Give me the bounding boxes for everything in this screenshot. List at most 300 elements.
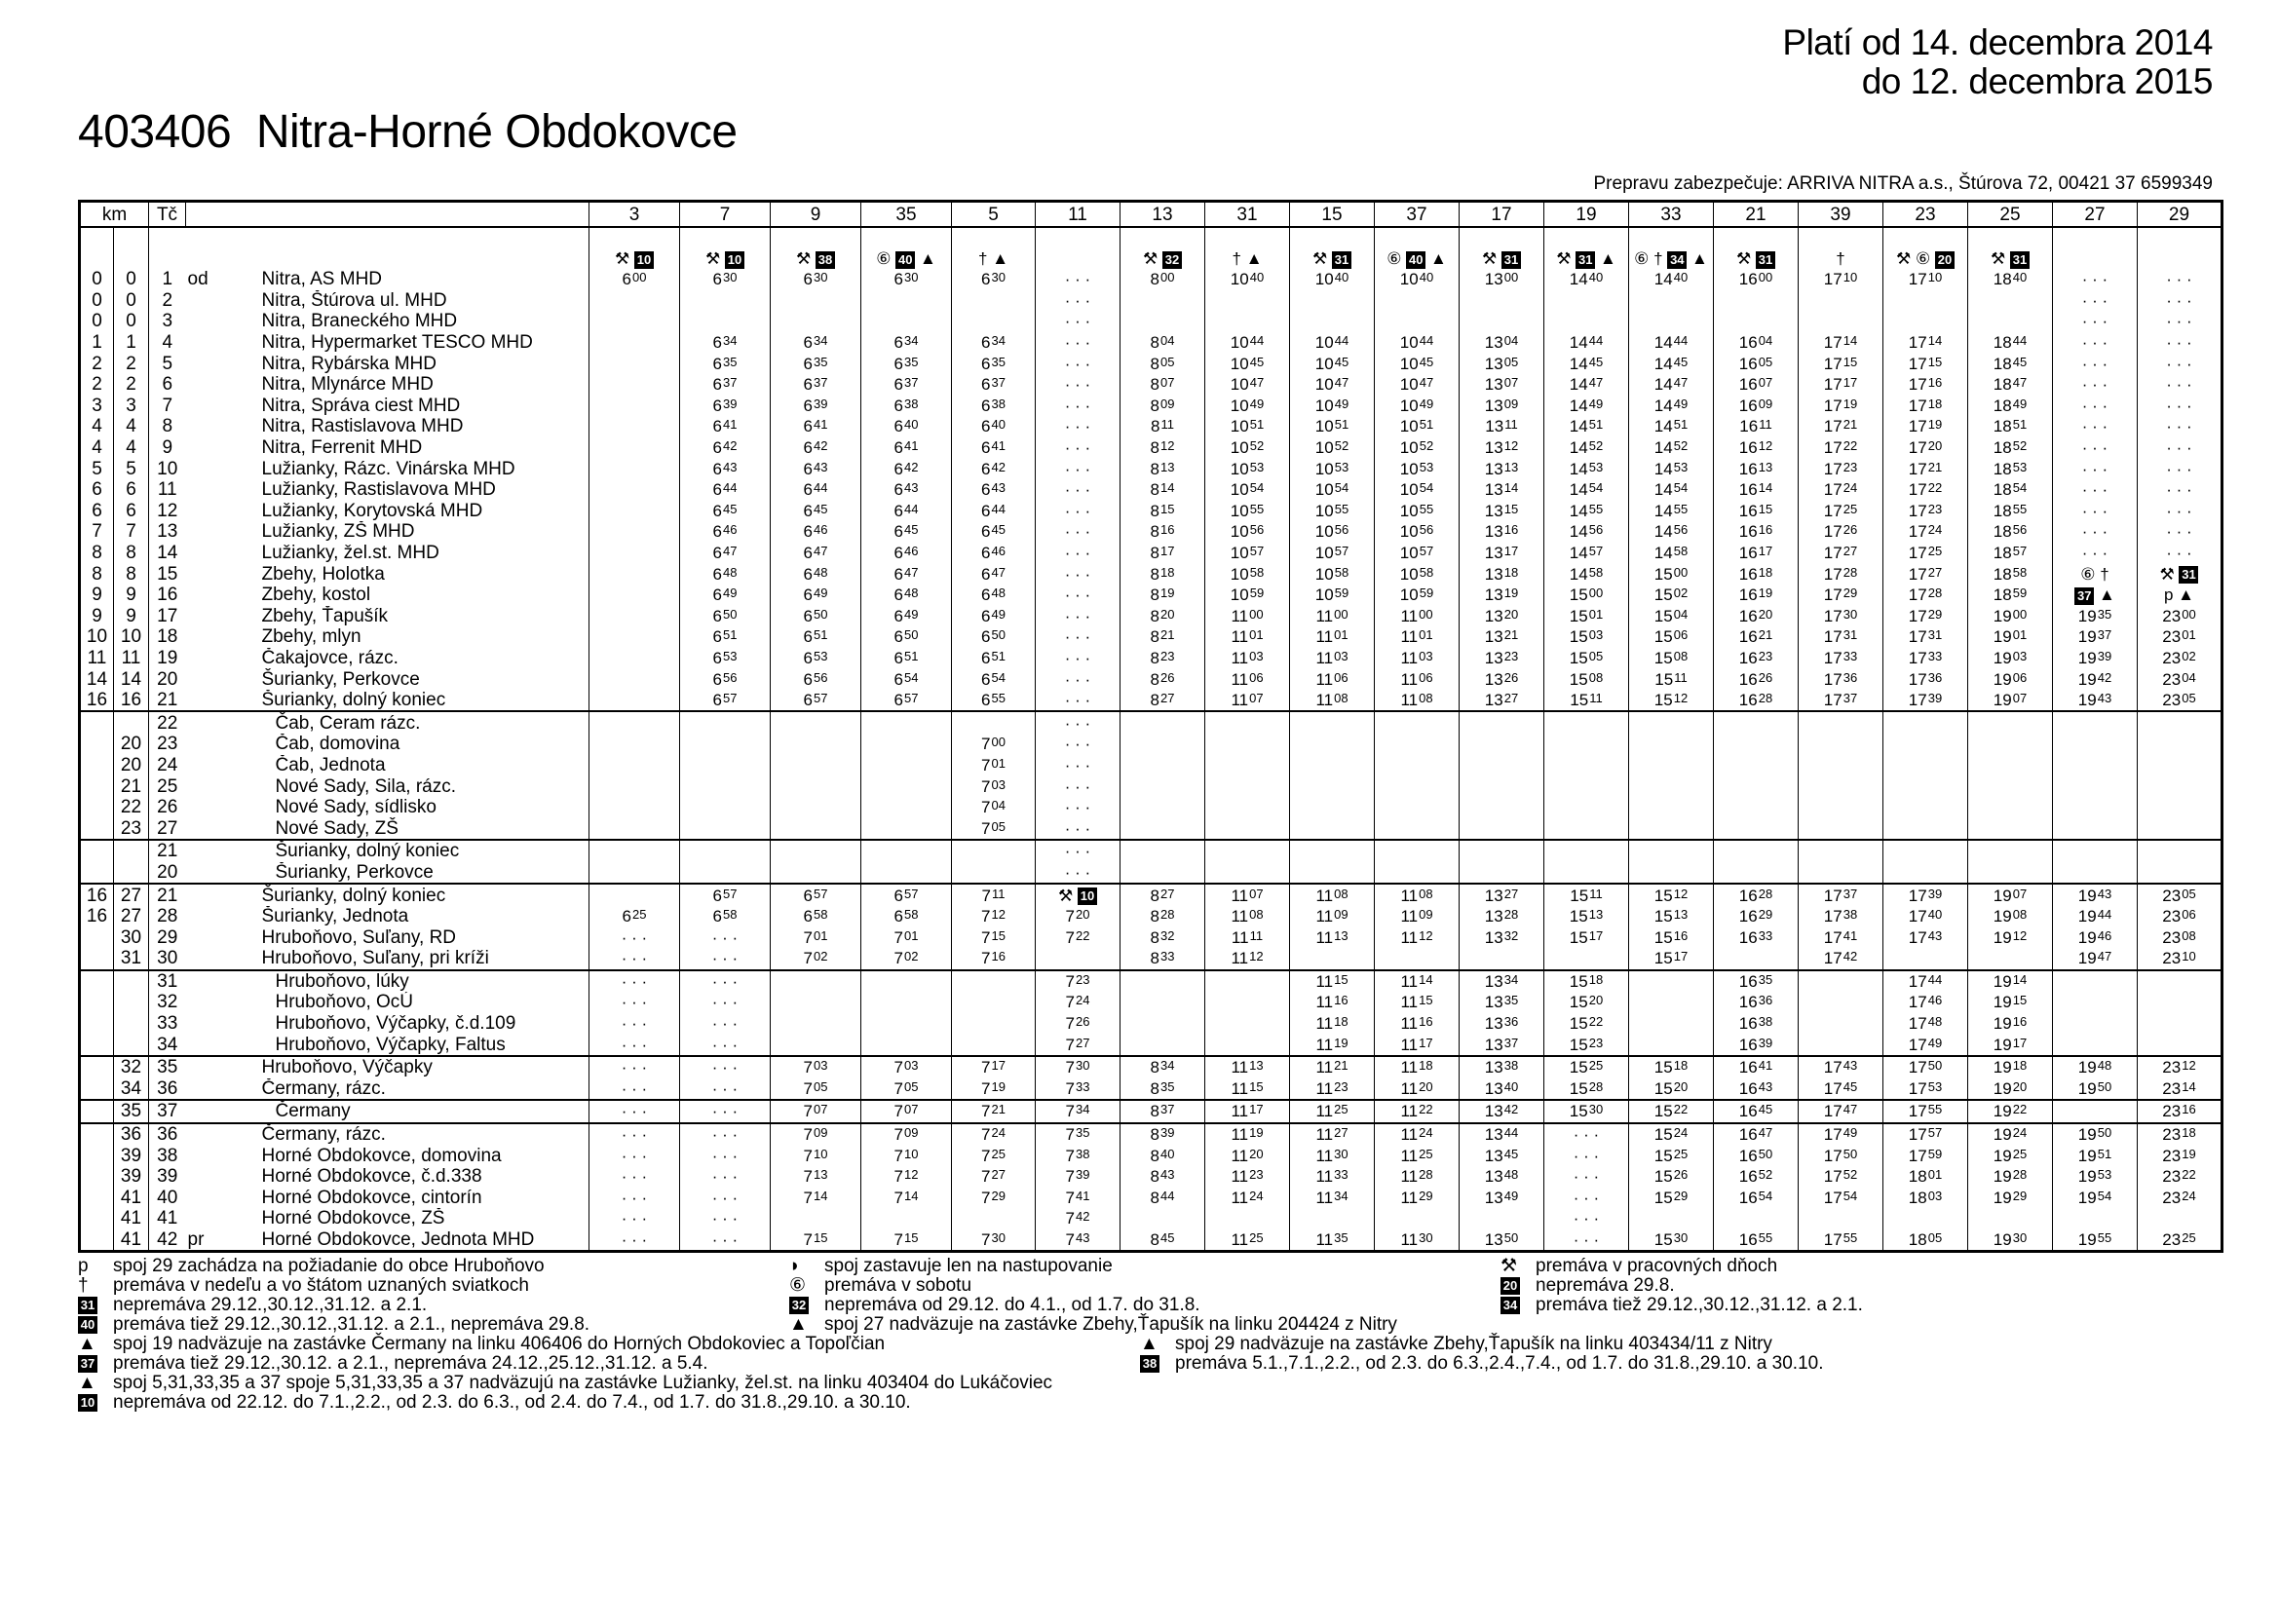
stop-name: Zbehy, Ťapušík: [261, 605, 389, 626]
minutes: 42: [904, 459, 919, 474]
time-cell: $15^{06}$: [1629, 626, 1714, 648]
time-cell: [1883, 734, 1968, 755]
stop-code: 19: [149, 648, 186, 669]
minutes: 14: [1842, 333, 1858, 349]
time-cell: · · ·: [2138, 353, 2222, 374]
trip-number: 39: [1799, 202, 1883, 228]
minutes: 09: [1160, 396, 1175, 411]
time-cell: $8^{19}$: [1121, 585, 1205, 606]
time-cell: $7^{05}$: [771, 1078, 861, 1101]
table-row: [80, 458, 2222, 479]
time-cell: $14^{51}$: [1629, 416, 1714, 437]
time-cell: $6^{58}$: [861, 906, 952, 927]
stop-code: 39: [149, 1166, 186, 1188]
km-value: 2: [114, 374, 149, 396]
time-cell: [2053, 840, 2138, 862]
time-cell: [589, 840, 680, 862]
time-cell: $10^{49}$: [1205, 396, 1290, 417]
time-cell: $10^{54}$: [1290, 479, 1375, 501]
minutes: 34: [814, 333, 828, 349]
time-cell: · · ·: [589, 948, 680, 970]
minutes: 15: [1160, 501, 1175, 516]
km-value: 41: [114, 1208, 149, 1229]
stop-code: 6: [149, 374, 186, 396]
time-cell: [1290, 797, 1375, 818]
time-cell: $19^{39}$: [2053, 648, 2138, 669]
minutes: 24: [1419, 1125, 1433, 1141]
time-cell: $15^{28}$: [1544, 1078, 1629, 1101]
time-cell: · · ·: [1036, 775, 1121, 797]
stop-name: Hruboňovo, Suľany, pri kríži: [261, 948, 489, 969]
minutes: 19: [1503, 585, 1519, 601]
minutes: 12: [1419, 927, 1433, 943]
km-value: [80, 817, 114, 840]
footnote-key: [78, 1296, 113, 1315]
km-value: 5: [80, 458, 114, 479]
minutes: 10: [1842, 270, 1858, 285]
minutes: 27: [991, 1167, 1006, 1183]
time-cell: $15^{04}$: [1629, 606, 1714, 627]
time-cell: [1629, 970, 1714, 993]
table-row: [80, 734, 2222, 755]
note-code-icon: 10: [634, 251, 654, 269]
symbol-row: [80, 227, 2222, 269]
time-cell: [1121, 290, 1205, 312]
time-cell: · · ·: [680, 1229, 771, 1252]
minutes: 30: [1842, 606, 1858, 622]
time-cell: $6^{46}$: [680, 521, 771, 543]
time-cell: $7^{10}$: [861, 1145, 952, 1166]
time-cell: $14^{47}$: [1544, 374, 1629, 396]
trip-symbols: † ▲: [952, 227, 1036, 269]
time-cell: $13^{05}$: [1460, 353, 1544, 374]
minutes: 36: [1927, 669, 1943, 685]
minutes: 37: [2097, 627, 2112, 643]
footnote: [78, 1335, 885, 1354]
km-value: 4: [80, 416, 114, 437]
minutes: 17: [1588, 927, 1604, 943]
time-cell: [589, 648, 680, 669]
km-value: [114, 862, 149, 885]
time-cell: $18^{59}$: [1968, 585, 2053, 606]
time-cell: · · ·: [2053, 479, 2138, 501]
footnote-key: ⑥: [789, 1275, 807, 1296]
time-cell: $14^{53}$: [1544, 458, 1629, 479]
km-value: [114, 1034, 149, 1056]
time-cell: $7^{34}$: [1036, 1100, 1121, 1123]
time-cell: · · ·: [1544, 1188, 1629, 1209]
minutes: 54: [1249, 480, 1265, 496]
time-cell: [952, 840, 1036, 862]
time-cell: [1205, 1208, 1290, 1229]
time-cell: $14^{44}$: [1544, 332, 1629, 354]
time-cell: [1544, 817, 1629, 840]
table-row: [80, 711, 2222, 734]
minutes: 57: [2012, 544, 2028, 559]
time-cell: [589, 668, 680, 690]
minutes: 53: [1249, 459, 1265, 474]
minutes: 55: [1758, 1230, 1773, 1246]
footnote-text: premáva v pracovných dňoch: [1536, 1256, 1778, 1276]
time-cell: $14^{54}$: [1544, 479, 1629, 501]
time-cell: $11^{08}$: [1290, 884, 1375, 906]
km-value: 39: [114, 1145, 149, 1166]
minutes: 25: [1419, 1146, 1433, 1161]
time-cell: [680, 734, 771, 755]
time-cell: 1928: [1968, 1166, 2053, 1188]
minutes: 48: [2097, 1058, 2112, 1074]
stop-name: Nitra, Rybárska MHD: [261, 353, 437, 374]
time-cell: [1714, 1208, 1799, 1229]
footnote: [789, 1296, 1200, 1315]
footnote: [789, 1276, 971, 1296]
time-cell: [1629, 734, 1714, 755]
km-value: 8: [114, 563, 149, 585]
minutes: 03: [1419, 648, 1433, 663]
time-cell: [1036, 948, 1121, 970]
km-value: 1: [80, 332, 114, 354]
time-cell: $17^{25}$: [1883, 543, 1968, 564]
timetable-body: [80, 202, 2222, 1252]
minutes: 02: [814, 949, 828, 964]
time-cell: · · ·: [1036, 648, 1121, 669]
time-cell: $14^{51}$: [1544, 416, 1629, 437]
time-cell: [1121, 1034, 1205, 1056]
minutes: 43: [814, 459, 828, 474]
trip-symbols: [1036, 227, 1121, 269]
minutes: 38: [1842, 907, 1858, 923]
minutes: 14: [814, 1188, 828, 1203]
km-value: [80, 797, 114, 818]
km-value: 10: [80, 626, 114, 648]
time-cell: $6^{43}$: [680, 458, 771, 479]
time-cell: · · ·: [2053, 396, 2138, 417]
time-cell: [1205, 290, 1290, 312]
minutes: 56: [1588, 522, 1604, 538]
time-cell: [1799, 1034, 1883, 1056]
minutes: 06: [2012, 669, 2028, 685]
minutes: 07: [1503, 375, 1519, 391]
time-cell: $15^{22}$: [1544, 1013, 1629, 1035]
time-cell: · · ·: [2138, 458, 2222, 479]
time-cell: $6^{49}$: [680, 585, 771, 606]
time-cell: $8^{34}$: [1121, 1056, 1205, 1078]
minutes: 08: [1419, 691, 1433, 706]
minutes: 18: [2182, 1125, 2196, 1141]
arr-dep-marker: [186, 1188, 215, 1209]
time-cell: [1799, 1013, 1883, 1035]
time-cell: $19^{50}$: [2053, 1123, 2138, 1146]
time-cell: $17^{20}$: [1883, 437, 1968, 459]
time-cell: $7^{23}$: [1036, 970, 1121, 993]
time-cell: $11^{08}$: [1290, 690, 1375, 712]
minutes: 27: [1927, 564, 1943, 580]
time-cell: [1121, 311, 1205, 332]
time-cell: $11^{12}$: [1375, 926, 1460, 948]
minutes: 57: [1334, 544, 1349, 559]
minutes: 48: [1503, 1167, 1519, 1183]
minutes: 34: [991, 333, 1006, 349]
time-cell: $7^{10}$: [771, 1145, 861, 1166]
time-cell: · · ·: [2138, 437, 2222, 459]
time-cell: [680, 840, 771, 862]
time-cell: $8^{07}$: [1121, 374, 1205, 396]
minutes: 01: [1249, 627, 1264, 643]
time-cell: $6^{41}$: [771, 416, 861, 437]
time-cell: $6^{57}$: [680, 884, 771, 906]
km-value: [80, 1166, 114, 1188]
time-cell: 714: [771, 1188, 861, 1209]
minutes: 32: [1160, 927, 1175, 943]
stop-code: 36: [149, 1123, 186, 1146]
minutes: 44: [814, 480, 828, 496]
time-cell: · · ·: [1036, 396, 1121, 417]
note-code-icon: 40: [78, 1316, 97, 1334]
minutes: 41: [1758, 1058, 1773, 1074]
time-cell: ⚒ 31: [2138, 563, 2222, 585]
arr-dep-marker: [186, 711, 215, 734]
time-cell: $13^{44}$: [1460, 1123, 1544, 1146]
time-cell: $18^{40}$: [1968, 269, 2053, 290]
time-cell: $13^{26}$: [1460, 668, 1544, 690]
time-cell: · · ·: [1036, 690, 1121, 712]
time-cell: [1968, 948, 2053, 970]
time-cell: $11^{14}$: [1375, 970, 1460, 993]
time-cell: $16^{16}$: [1714, 521, 1799, 543]
time-cell: [1714, 797, 1799, 818]
minutes: 59: [1927, 1146, 1943, 1161]
minutes: 35: [1758, 971, 1773, 987]
time-cell: [680, 797, 771, 818]
time-cell: $16^{11}$: [1714, 416, 1799, 437]
footnote-key: †: [78, 1275, 89, 1296]
time-cell: · · ·: [680, 1208, 771, 1229]
minutes: 10: [1927, 270, 1943, 285]
time-cell: $11^{27}$: [1290, 1123, 1375, 1146]
time-cell: 741: [1036, 1188, 1121, 1209]
minutes: 57: [904, 886, 919, 901]
time-cell: $7^{05}$: [952, 817, 1036, 840]
minutes: 57: [1588, 544, 1604, 559]
time-cell: $14^{49}$: [1629, 396, 1714, 417]
stop-code: 9: [149, 437, 186, 459]
minutes: 14: [2012, 971, 2028, 987]
time-cell: $8^{05}$: [1121, 353, 1205, 374]
minutes: 18: [1673, 1058, 1689, 1074]
minutes: 19: [1249, 1125, 1264, 1141]
table-row: [80, 840, 2222, 862]
time-cell: $18^{44}$: [1968, 332, 2053, 354]
time-cell: · · ·: [2138, 416, 2222, 437]
footnote: [78, 1354, 708, 1374]
minutes: 43: [2097, 691, 2112, 706]
time-cell: $17^{53}$: [1883, 1078, 1968, 1101]
minutes: 58: [2012, 564, 2028, 580]
minutes: 23: [1334, 1078, 1348, 1094]
time-cell: · · ·: [2138, 396, 2222, 417]
time-cell: [1205, 797, 1290, 818]
minutes: 07: [2012, 691, 2028, 706]
trip-number: 25: [1968, 202, 2053, 228]
validity-period: [1782, 23, 2213, 101]
time-cell: $11^{06}$: [1375, 668, 1460, 690]
time-cell: $19^{16}$: [1968, 1013, 2053, 1035]
time-cell: [771, 1034, 861, 1056]
time-cell: [589, 755, 680, 776]
time-cell: $7^{01}$: [861, 926, 952, 948]
minutes: 27: [1160, 691, 1175, 706]
time-cell: [1375, 755, 1460, 776]
time-cell: $6^{41}$: [952, 437, 1036, 459]
time-cell: [861, 970, 952, 993]
time-cell: 1930: [1968, 1229, 2053, 1252]
minutes: 00: [1419, 606, 1433, 622]
time-cell: $11^{19}$: [1205, 1123, 1290, 1146]
time-cell: · · ·: [2053, 437, 2138, 459]
stop-code: 2: [149, 290, 186, 312]
time-cell: $13^{04}$: [1460, 332, 1544, 354]
time-cell: · · ·: [1036, 543, 1121, 564]
time-cell: 1652: [1714, 1166, 1799, 1188]
footnote: [789, 1257, 1113, 1276]
stop-name: Šurianky, Jednota: [261, 906, 409, 927]
stop-code: 11: [149, 479, 186, 501]
time-cell: $14^{53}$: [1629, 458, 1714, 479]
minutes: 00: [632, 270, 647, 285]
minutes: 51: [2097, 1146, 2112, 1161]
minutes: 25: [1334, 1102, 1348, 1117]
time-cell: $6^{37}$: [771, 374, 861, 396]
time-cell: $6^{56}$: [771, 668, 861, 690]
km-value: 7: [114, 521, 149, 543]
time-cell: $7^{05}$: [861, 1078, 952, 1101]
time-cell: [2053, 992, 2138, 1013]
time-cell: $13^{11}$: [1460, 416, 1544, 437]
time-cell: $23^{18}$: [2138, 1123, 2222, 1146]
time-cell: $15^{03}$: [1544, 626, 1629, 648]
time-cell: $15^{02}$: [1629, 585, 1714, 606]
arr-dep-marker: [186, 840, 215, 862]
time-cell: $17^{28}$: [1799, 563, 1883, 585]
time-cell: $15^{11}$: [1544, 690, 1629, 712]
time-cell: [1121, 755, 1205, 776]
time-cell: $10^{56}$: [1205, 521, 1290, 543]
time-cell: $6^{00}$: [589, 269, 680, 290]
time-cell: $6^{35}$: [771, 353, 861, 374]
minutes: 33: [1160, 949, 1175, 964]
time-cell: [1883, 311, 1968, 332]
time-cell: $7^{02}$: [861, 948, 952, 970]
time-cell: $6^{50}$: [680, 606, 771, 627]
time-cell: [589, 817, 680, 840]
minutes: 12: [2012, 927, 2028, 943]
minutes: 43: [2097, 886, 2112, 901]
minutes: 47: [1842, 1102, 1858, 1117]
time-cell: $16^{28}$: [1714, 884, 1799, 906]
minutes: 37: [1842, 886, 1858, 901]
stop-code: 4: [149, 332, 186, 354]
time-cell: ⚒ 10: [1036, 884, 1121, 906]
time-cell: $18^{49}$: [1968, 396, 2053, 417]
arr-dep-marker: [186, 948, 215, 970]
time-cell: $17^{26}$: [1799, 521, 1883, 543]
time-cell: $19^{01}$: [1968, 626, 2053, 648]
footnote-text: premáva tiež 29.12.,30.12.,31.12. a 2.1.: [1536, 1295, 1863, 1315]
arr-dep-marker: [186, 992, 215, 1013]
time-cell: $18^{47}$: [1968, 374, 2053, 396]
trip-symbols: ⚒ 31 ▲: [1544, 227, 1629, 269]
time-cell: · · ·: [2053, 543, 2138, 564]
minutes: 50: [723, 606, 738, 622]
time-cell: · · ·: [2138, 501, 2222, 522]
minutes: 53: [1419, 459, 1434, 474]
minutes: 43: [1076, 1230, 1090, 1246]
km-value: 11: [114, 648, 149, 669]
minutes: 28: [1758, 691, 1773, 706]
minutes: 52: [1673, 438, 1689, 454]
km-value: 8: [114, 543, 149, 564]
table-row: [80, 437, 2222, 459]
time-cell: $16^{14}$: [1714, 479, 1799, 501]
minutes: 17: [1160, 544, 1175, 559]
minutes: 52: [1419, 438, 1434, 454]
km-value: 4: [80, 437, 114, 459]
time-cell: 2322: [2138, 1166, 2222, 1188]
minutes: 34: [1503, 971, 1519, 987]
time-cell: [1460, 797, 1544, 818]
minutes: 16: [1927, 375, 1943, 391]
minutes: 04: [1673, 606, 1689, 622]
minutes: 16: [2012, 1014, 2028, 1030]
minutes: 13: [1334, 927, 1348, 943]
time-cell: $6^{48}$: [771, 563, 861, 585]
time-cell: [1968, 311, 2053, 332]
time-cell: $19^{18}$: [1968, 1056, 2053, 1078]
km-value: 34: [114, 1078, 149, 1101]
table-row: [80, 1013, 2222, 1035]
trip-symbols: ⚒ 31: [1714, 227, 1799, 269]
minutes: 25: [1249, 1230, 1264, 1246]
time-cell: [589, 521, 680, 543]
km-value: 3: [114, 396, 149, 417]
stop-name: Lužianky, ZŠ MHD: [261, 521, 415, 543]
footnote: [1500, 1276, 1675, 1296]
time-cell: $17^{49}$: [1799, 1123, 1883, 1146]
stop-name: Nitra, Ferrenit MHD: [261, 437, 423, 459]
time-cell: 1954: [2053, 1188, 2138, 1209]
minutes: 14: [2182, 1078, 2196, 1094]
minutes: 39: [2097, 648, 2112, 663]
minutes: 28: [1927, 585, 1943, 601]
minutes: 35: [814, 354, 828, 369]
time-cell: $16^{09}$: [1714, 396, 1799, 417]
minutes: 02: [1673, 585, 1689, 601]
time-cell: · · ·: [2053, 332, 2138, 354]
time-cell: [861, 1208, 952, 1229]
time-cell: [2138, 817, 2222, 840]
minutes: 50: [1503, 1230, 1519, 1246]
minutes: 54: [1419, 480, 1434, 496]
time-cell: $7^{35}$: [1036, 1123, 1121, 1146]
time-cell: $16^{35}$: [1714, 970, 1799, 993]
minutes: 40: [1334, 270, 1349, 285]
minutes: 42: [1076, 1209, 1090, 1225]
minutes: 08: [1419, 886, 1433, 901]
time-cell: 1529: [1629, 1188, 1714, 1209]
time-cell: $13^{14}$: [1460, 479, 1544, 501]
arr-dep-marker: [186, 290, 215, 312]
time-cell: $17^{29}$: [1799, 585, 1883, 606]
